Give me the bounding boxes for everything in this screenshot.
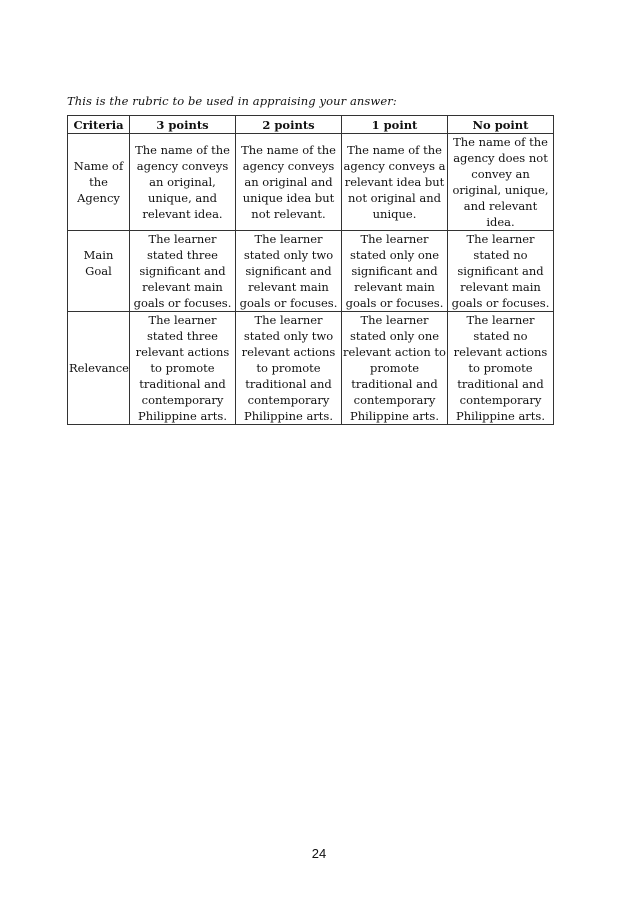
cell-text: The name of the agency conveys a relevant idea but not original and unique. <box>343 143 446 221</box>
cell-text: The learner stated only one significant and relevant main goals or focuses. <box>345 232 444 310</box>
rubric-cell-1-point <box>342 312 448 425</box>
rubric-intro-text: This is the rubric to be used in appraising your answer: <box>67 94 397 108</box>
header-no-point: No point <box>448 116 554 134</box>
criteria-label: Name of the Agency <box>73 159 124 205</box>
cell-text: The name of the agency does not convey an original, unique, and relevant idea. <box>452 135 549 229</box>
rubric-cell-3-points <box>130 134 236 231</box>
rubric-header-row <box>68 116 554 134</box>
header-3-points: 3 points <box>130 116 236 134</box>
rubric-cell-3-points <box>130 312 236 425</box>
cell-text: The learner stated only two significant and relevant main goals or focuses. <box>239 232 338 310</box>
cell-text: The learner stated only two relevant actions to promote traditional and contemporary Philippine arts. <box>241 313 336 423</box>
criteria-cell <box>68 231 130 312</box>
rubric-row-relevance <box>68 312 554 425</box>
cell-text: The learner stated no significant and relevant main goals or focuses. <box>451 232 550 310</box>
header-criteria: Criteria <box>68 116 130 134</box>
rubric-table <box>67 115 554 425</box>
cell-text: The learner stated three relevant actions to promote traditional and contemporary Philippine arts. <box>135 313 230 423</box>
criteria-label: Relevance <box>69 361 129 375</box>
rubric-cell-2-points <box>236 134 342 231</box>
rubric-cell-2-points <box>236 231 342 312</box>
rubric-cell-2-points <box>236 312 342 425</box>
rubric-cell-no-point <box>448 231 554 312</box>
rubric-cell-1-point <box>342 231 448 312</box>
criteria-label: Main Goal <box>83 248 114 278</box>
cell-text: The name of the agency conveys an original, unique, and relevant idea. <box>135 143 230 221</box>
criteria-cell <box>68 312 130 425</box>
header-2-points: 2 points <box>236 116 342 134</box>
cell-text: The name of the agency conveys an original and unique idea but not relevant. <box>241 143 336 221</box>
rubric-row-main-goal <box>68 231 554 312</box>
rubric-cell-no-point <box>448 134 554 231</box>
criteria-cell <box>68 134 130 231</box>
cell-text: The learner stated three significant and relevant main goals or focuses. <box>133 232 232 310</box>
page-number: 24 <box>311 846 327 861</box>
cell-text: The learner stated no relevant actions to promote traditional and contemporary Philippine arts. <box>453 313 548 423</box>
rubric-cell-no-point <box>448 312 554 425</box>
rubric-cell-1-point <box>342 134 448 231</box>
cell-text: The learner stated only one relevant action to promote traditional and contemporary Philippine arts. <box>343 313 446 423</box>
header-1-point: 1 point <box>342 116 448 134</box>
rubric-cell-3-points <box>130 231 236 312</box>
rubric-row-name-of-agency <box>68 134 554 231</box>
